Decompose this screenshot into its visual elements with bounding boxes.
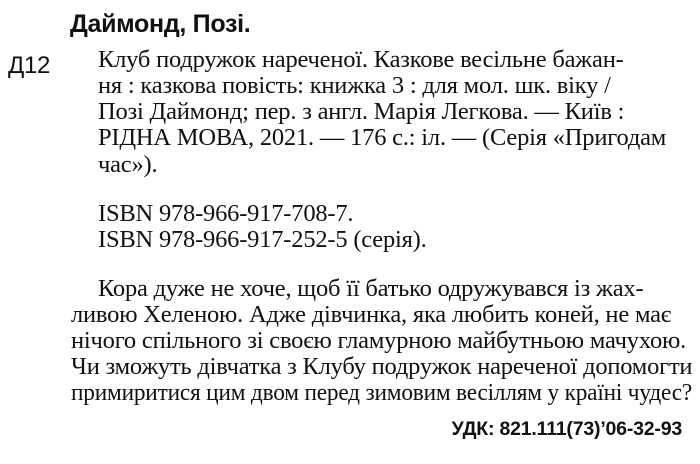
annotation-line: нічого спільного зі своєю гламурною майбутньою мачухою. (71, 327, 687, 354)
annotation-line: Кора дуже не хоче, щоб її батько одружувався із жах- (98, 275, 644, 302)
annotation-line: примиритися цим двом перед зимовим весіллям у країні чудес? (71, 379, 693, 406)
description-line: Позі Даймонд; пер. з англ. Марія Легкова. — Київ : (98, 98, 625, 125)
description-line: РІДНА МОВА, 2021. — 176 с.: іл. — (Серія «Пригодам (98, 124, 667, 151)
description-line: час»). (98, 151, 158, 178)
author-heading: Даймонд, Позі. (70, 10, 251, 38)
annotation-line: Чи зможуть дівчатка з Клубу подружок нареченої допомогти (71, 353, 693, 380)
udc-classification: УДК: 821.111(73)’06-32-93 (451, 418, 682, 440)
isbn-line: ISBN 978-966-917-708-7. (98, 200, 354, 227)
description-line: Клуб подружок нареченої. Казкове весільне бажан- (98, 46, 624, 73)
description-line: ня : казкова повість: книжка 3 : для мол. шк. віку / (98, 72, 611, 99)
annotation-line: ливою Хеленою. Адже дівчинка, яка любить коней, не має (71, 301, 672, 328)
isbn-line: ISBN 978-966-917-252-5 (серія). (98, 226, 427, 253)
call-number: Д12 (8, 52, 51, 79)
